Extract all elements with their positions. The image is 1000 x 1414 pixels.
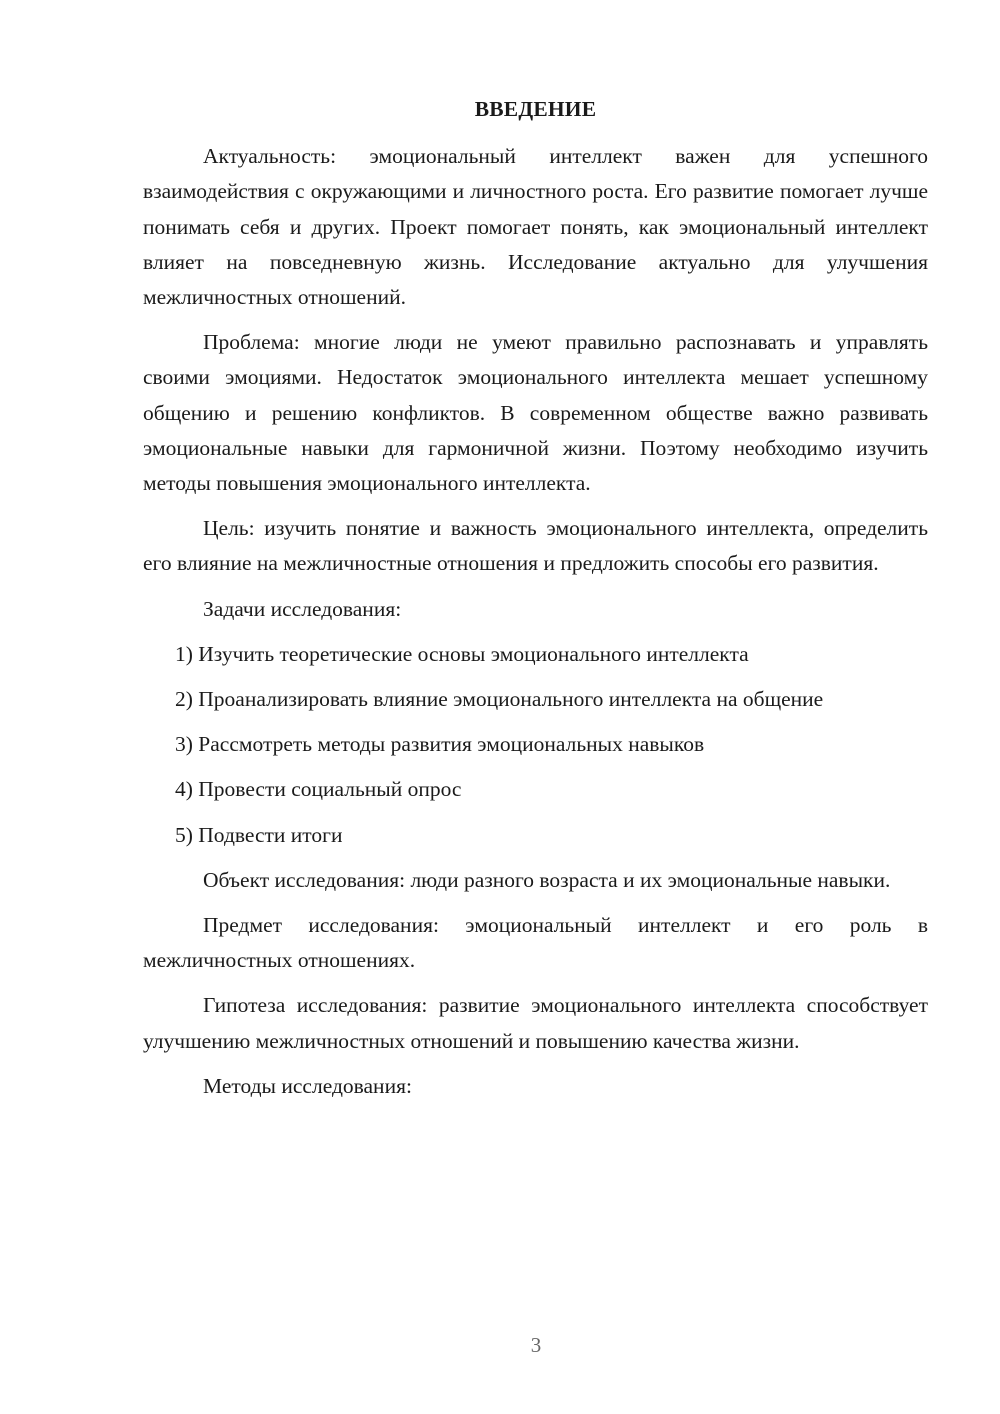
tasks-heading: Задачи исследования: bbox=[203, 596, 402, 621]
task-item: 5) Подвести итоги bbox=[175, 822, 343, 847]
object-paragraph: Объект исследования: люди разного возраста и их эмоциональные навыки. bbox=[203, 867, 891, 892]
page-number: 3 bbox=[530, 1333, 542, 1357]
tasks-list bbox=[143, 637, 928, 853]
task-item: 1) Изучить теоретические основы эмоционального интеллекта bbox=[175, 641, 749, 666]
hypothesis-paragraph: Гипотеза исследования: развитие эмоционального интеллекта способствует улучшению межличностных отношений и повышению качества жизни. bbox=[143, 993, 928, 1053]
methods-heading: Методы исследования: bbox=[203, 1073, 412, 1098]
task-item: 2) Проанализировать влияние эмоционального интеллекта на общение bbox=[175, 687, 824, 712]
task-item: 3) Рассмотреть методы развития эмоциональных навыков bbox=[175, 732, 705, 757]
goal-paragraph: Цель: изучить понятие и важность эмоционального интеллекта, определить его влияние на межличностные отношения и предложить способы его развития. bbox=[143, 516, 928, 576]
subject-paragraph: Предмет исследования: эмоциональный интеллект и его роль в межличностных отношениях. bbox=[143, 913, 928, 973]
relevance-paragraph: Актуальность: эмоциональный интеллект важен для успешного взаимодействия с окружающими и личностного роста. Его развитие помогает лучше понимать себя и других. Проект помогает понять, как эмоциональный интеллект влияет на повседневную жизнь. Исследование актуально для улучшения межличностных отношений. bbox=[143, 144, 928, 310]
document-page bbox=[143, 92, 928, 1114]
problem-paragraph: Проблема: многие люди не умеют правильно распознавать и управлять своими эмоциями. Недостаток эмоционального интеллекта мешает успешному общению и решению конфликтов. В современном обществе важно развивать эмоциональные навыки для гармоничной жизни. Поэтому необходимо изучить методы повышения эмоционального интеллекта. bbox=[143, 330, 928, 496]
document-title: ВВЕДЕНИЕ bbox=[474, 97, 597, 121]
task-item: 4) Провести социальный опрос bbox=[175, 777, 462, 802]
